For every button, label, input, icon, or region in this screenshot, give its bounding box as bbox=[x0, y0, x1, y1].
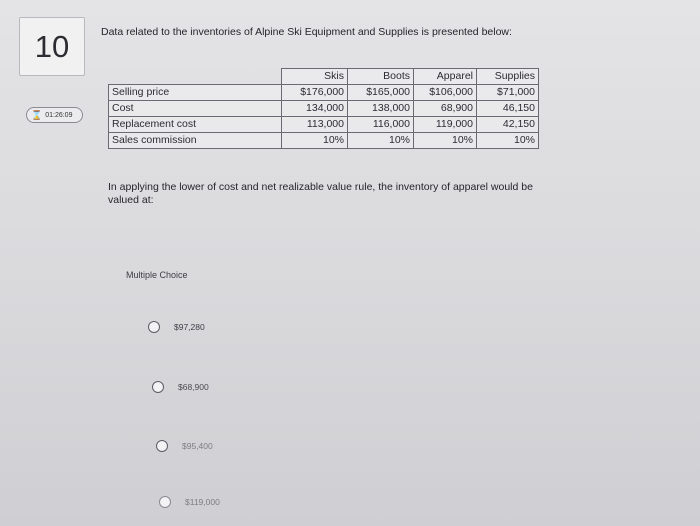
table-cell: 138,000 bbox=[348, 101, 414, 117]
table-row bbox=[109, 133, 539, 149]
radio-button[interactable] bbox=[159, 496, 171, 508]
multiple-choice-label: Multiple Choice bbox=[126, 270, 188, 280]
column-header: Boots bbox=[348, 69, 414, 85]
table-corner bbox=[109, 69, 282, 85]
column-header: Skis bbox=[282, 69, 348, 85]
row-label: Cost bbox=[109, 101, 282, 117]
question-text: In applying the lower of cost and net realizable value rule, the inventory of apparel would be valued at: bbox=[108, 181, 533, 206]
timer-value: 01:26:09 bbox=[45, 111, 73, 119]
table-row bbox=[109, 101, 539, 117]
inventory-table bbox=[108, 68, 539, 149]
table-cell: 10% bbox=[414, 133, 477, 149]
table-cell: 10% bbox=[348, 133, 414, 149]
option-label[interactable]: $68,900 bbox=[178, 382, 209, 392]
table-cell: 116,000 bbox=[348, 117, 414, 133]
table-cell: 119,000 bbox=[414, 117, 477, 133]
answer-option-3[interactable] bbox=[156, 440, 213, 452]
answer-option-2[interactable] bbox=[152, 381, 209, 393]
timer-badge[interactable] bbox=[26, 107, 83, 123]
table-cell: 134,000 bbox=[282, 101, 348, 117]
question-prompt: Data related to the inventories of Alpine Ski Equipment and Supplies is presented below: bbox=[101, 26, 512, 38]
table-cell: 113,000 bbox=[282, 117, 348, 133]
answer-option-1[interactable] bbox=[148, 321, 205, 333]
table-cell: $165,000 bbox=[348, 85, 414, 101]
table-cell: 68,900 bbox=[414, 101, 477, 117]
table-header-row bbox=[109, 69, 539, 85]
table-cell: $71,000 bbox=[477, 85, 539, 101]
column-header: Supplies bbox=[477, 69, 539, 85]
table-cell: $106,000 bbox=[414, 85, 477, 101]
radio-button[interactable] bbox=[152, 381, 164, 393]
table-row bbox=[109, 85, 539, 101]
table-row bbox=[109, 117, 539, 133]
question-number-box bbox=[19, 17, 85, 76]
radio-button[interactable] bbox=[148, 321, 160, 333]
radio-button[interactable] bbox=[156, 440, 168, 452]
option-label[interactable]: $97,280 bbox=[174, 322, 205, 332]
table-cell: 10% bbox=[282, 133, 348, 149]
row-label: Replacement cost bbox=[109, 117, 282, 133]
row-label: Sales commission bbox=[109, 133, 282, 149]
row-label: Selling price bbox=[109, 85, 282, 101]
column-header: Apparel bbox=[414, 69, 477, 85]
option-label[interactable]: $119,000 bbox=[185, 497, 220, 507]
table-cell: 46,150 bbox=[477, 101, 539, 117]
option-label[interactable]: $95,400 bbox=[182, 441, 213, 451]
table-cell: 42,150 bbox=[477, 117, 539, 133]
table-cell: $176,000 bbox=[282, 85, 348, 101]
hourglass-icon: ⌛ bbox=[31, 109, 43, 120]
answer-option-4[interactable] bbox=[159, 496, 220, 508]
table-cell: 10% bbox=[477, 133, 539, 149]
question-number: 10 bbox=[34, 28, 70, 64]
